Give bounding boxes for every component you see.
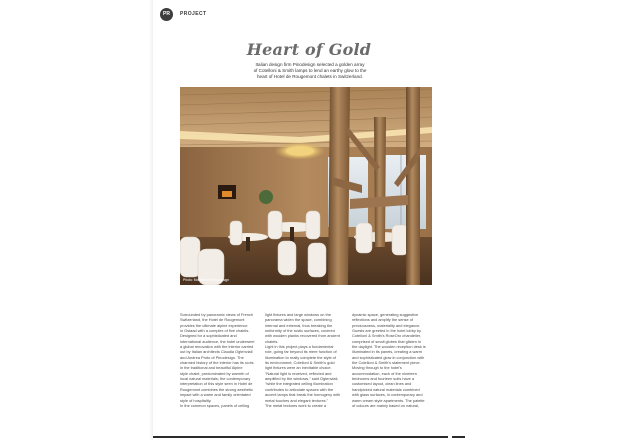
body-line: in the traditional and beautiful Alpine [180,365,243,371]
body-line: illumination to really complete the style of [265,354,336,360]
body-line: light fixtures and large windows on the [265,312,331,317]
body-line: in Gstaad with a complex of five chalets. [180,328,250,334]
body-line: local natural materials; the contemporary [180,376,251,382]
body-line: the daylight. The wooden reception desk is [352,344,426,350]
body-column-2 [265,312,347,408]
body-line: handpicked natural materials combined [352,386,420,392]
body-line: The metal textures work to create a [265,402,326,408]
body-line: international audience, the hotel underwent [180,338,255,344]
body-line: In the common spaces, panels of ceiling [180,402,250,408]
body-line: chalets. [265,338,279,344]
body-line: its environment; Cotelloni & Smith's gold [265,360,335,366]
body-line: metal touches and elegant textures." [265,397,329,403]
article-headline: Heart of Gold [246,40,372,59]
body-line: dynamic space, generating suggestive [352,312,419,317]
body-line: charmed history of the interior has its roots [180,360,254,366]
body-line: Surrounded by panoramic views of French [180,312,254,317]
body-line: with glass surfaces, in contemporary and [352,392,423,398]
body-line: accommodation, each of the nineteen [352,370,417,376]
body-line: internal and external, thus breaking the [265,322,333,328]
body-line: and Andrea Proto of Pinodesign. The [180,354,244,360]
body-line: illuminated in its panels, creating a warm [352,349,423,355]
section-badge: PR [160,8,173,21]
body-line: comprised of small globes that glisten in [352,338,421,344]
restaurant-interior-photo [180,87,432,285]
body-line: "while the integrated ceiling illumination [265,381,333,387]
body-line: customised layout, clean lines and [352,381,412,387]
standfirst-line: of Cotelloni & Smith lamps to lend an earthy glow to the [253,68,367,73]
body-line: warm cream style apartments. The palette [352,397,425,403]
body-line: Light in this project plays a fundamental [265,344,334,350]
body-line: with wooden planks recovered from ancient [265,333,340,339]
body-line: Cotelloni & Smith's RoseOro chandelier, [352,333,422,339]
body-line: and sophisticated glow in conjunction with [352,354,425,360]
body-line: light fixtures were an inevitable choice. [265,365,332,371]
fire-glow [222,191,232,197]
body-line: Rougemont combines the strong aesthetic [180,386,253,392]
body-line: reflections and amplify the sense of [352,317,413,323]
interior-illustration [180,87,432,285]
article-standfirst [228,62,392,80]
body-line: the Cotelloni & Smith's statement piece. [352,360,421,366]
body-line: Switzerland, the Hotel de Rougemont [180,317,245,323]
chandelier-core [286,147,314,155]
plant [259,190,273,204]
body-line: accent lamps that break the homogeny with [265,392,341,398]
section-label: PROJECT [180,11,207,17]
body-line: Guests are greeted in the hotel lobby by [352,328,421,334]
body-line: of colours are mainly based on natural, [352,402,420,408]
body-line: role, going far beyond its mere function of [265,349,337,355]
body-line: "Natural light is received, reflected and [265,370,332,376]
body-line: uniformity of the rustic surfaces, covered [265,328,335,334]
body-line: amplified by the windows," said Ogtenviali, [265,376,339,382]
body-line: preciousness, materiality and elegance. [352,322,421,328]
body-line: provides the ultimate alpine experience [180,322,248,328]
photo-credit: Photo: Monteleone/Pinodesign [183,278,230,282]
body-column-1 [180,312,262,408]
footer-rule [153,436,465,438]
body-line: contributes to articulate spaces with the [265,386,334,392]
body-line: panorama widen the space, combining [265,317,332,323]
body-column-3 [352,312,434,408]
body-line: impact with a warm and family orientated [180,392,251,398]
body-line: a global renovation with the interior carried [180,344,254,350]
body-line: bedrooms and fourteen suits have a [352,376,415,382]
footer-rule-gap [448,436,452,438]
body-line: style chalet, predominated by warmth of [180,370,249,376]
body-line: out by Italian architects Claudia Ogtenviali [180,349,253,355]
body-line: style of hospitality. [180,397,212,403]
body-line: interpretation of this style seen in Hotel de [180,381,253,387]
body-line: Designed for a sophisticated and [180,333,237,339]
body-line: Moving through to the hotel's [352,365,402,371]
standfirst-line: heart of Hotel de Rougemont chalets in Switzerland. [257,74,363,79]
standfirst-line: Italian design firm Pinodesign selected a golden array [255,62,365,67]
